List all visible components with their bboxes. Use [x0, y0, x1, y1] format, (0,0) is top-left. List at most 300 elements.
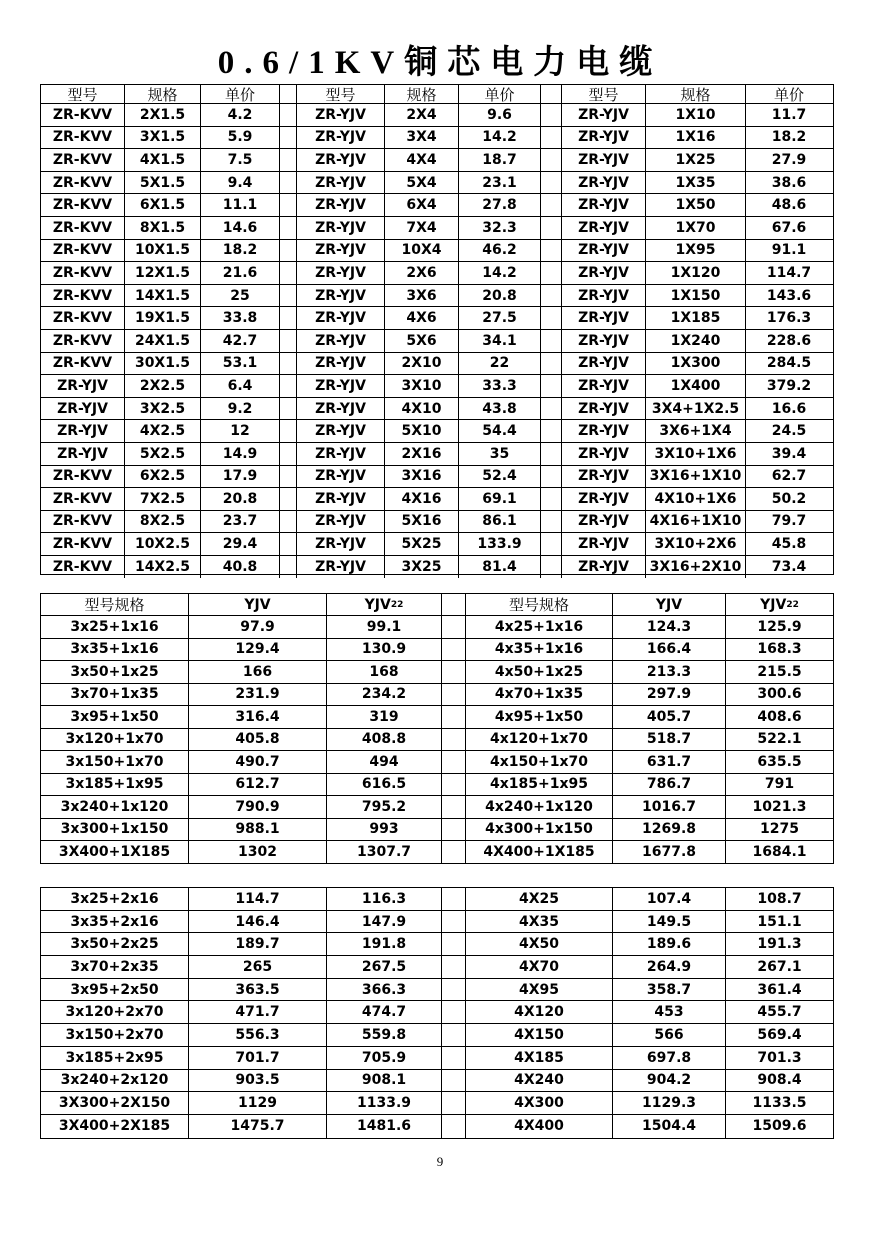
model-cell: ZR-KVV [41, 194, 125, 216]
yjv-price-cell: 1016.7 [613, 796, 726, 818]
model-cell: ZR-KVV [41, 511, 125, 533]
spec-cell: 1X35 [646, 172, 746, 194]
spec-cell: 30X1.5 [125, 353, 201, 375]
table-row [41, 240, 833, 263]
price-cell: 18.2 [771, 129, 807, 146]
table-row [41, 841, 833, 864]
header-price: 单价 [201, 85, 280, 103]
yjv22-price-cell: 361.4 [757, 981, 802, 998]
model-cell: ZR-KVV [41, 127, 125, 149]
yjv-price-cell: 631.7 [613, 751, 726, 773]
yjv-price-cell: 405.7 [613, 706, 726, 728]
price-cell: 284.5 [766, 355, 812, 372]
price-cell: 40.8 [201, 556, 280, 579]
yjv22-price-cell: 168 [327, 661, 442, 683]
price-cell: 7.5 [201, 149, 280, 171]
model-cell: ZR-YJV [41, 375, 125, 397]
price-cell: 33.3 [459, 375, 541, 397]
yjv22-price-cell: 908.4 [757, 1072, 802, 1089]
spec-cell: 4X150 [466, 1024, 613, 1046]
price-cell: 14.2 [459, 262, 541, 284]
yjv-price-cell: 166 [189, 661, 327, 683]
yjv-price-cell: 904.2 [613, 1070, 726, 1092]
column-gap [280, 511, 297, 533]
yjv-price-cell: 146.4 [189, 911, 327, 933]
header-price: 单价 [773, 85, 804, 103]
header-model: 型号 [297, 85, 385, 103]
yjv-price-cell: 701.7 [189, 1047, 327, 1069]
price-cell: 69.1 [459, 488, 541, 510]
model-cell: ZR-YJV [562, 104, 646, 126]
spec-cell: 3X6 [385, 285, 459, 307]
table-row [41, 511, 833, 534]
yjv22-price-cell: 474.7 [327, 1001, 442, 1023]
column-gap [541, 488, 562, 510]
price-cell: 29.4 [201, 533, 280, 555]
yjv-price-cell: 213.3 [613, 661, 726, 683]
price-cell: 18.7 [459, 149, 541, 171]
column-gap [442, 706, 466, 728]
spec-cell: 5X6 [385, 330, 459, 352]
header-price: 单价 [459, 85, 541, 103]
spec-cell: 1X50 [646, 194, 746, 216]
yjv22-price-cell: 300.6 [757, 686, 802, 703]
spec-cell: 3X4+1X2.5 [646, 398, 746, 420]
price-cell: 23.7 [201, 511, 280, 533]
model-cell: ZR-YJV [562, 533, 646, 555]
table-row [41, 330, 833, 353]
yjv-price-cell: 189.7 [189, 933, 327, 955]
column-gap [280, 149, 297, 171]
table-row [41, 533, 833, 556]
yjv-price-cell: 166.4 [613, 639, 726, 661]
model-cell: ZR-YJV [297, 488, 385, 510]
model-cell: ZR-KVV [41, 488, 125, 510]
spec-cell: 4X120 [466, 1001, 613, 1023]
yjv-price-cell: 1475.7 [189, 1115, 327, 1138]
table-row [41, 443, 833, 466]
header-yjv22 [327, 594, 442, 615]
price-cell: 143.6 [766, 287, 812, 304]
spec-cell: 1X150 [646, 285, 746, 307]
column-gap [442, 841, 466, 864]
table-row [41, 729, 833, 752]
header-yjv: YJV [613, 594, 726, 615]
yjv22-price-cell: 559.8 [327, 1024, 442, 1046]
spec-cell: 1X95 [646, 240, 746, 262]
yjv-price-cell: 358.7 [613, 979, 726, 1001]
model-cell: ZR-KVV [41, 104, 125, 126]
table-row [41, 466, 833, 489]
model-cell: ZR-YJV [562, 488, 646, 510]
price-cell: 14.9 [201, 443, 280, 465]
table-row [41, 149, 833, 172]
price-cell: 50.2 [771, 490, 807, 507]
table-row [41, 217, 833, 240]
price-table-single-core [40, 84, 834, 575]
price-cell: 27.9 [771, 151, 807, 168]
table-row [41, 796, 833, 819]
yjv22-price-cell: 635.5 [757, 753, 802, 770]
spec-cell: 4X16+1X10 [646, 511, 746, 533]
spec-cell: 14X2.5 [125, 556, 201, 579]
spec-cell: 2X2.5 [125, 375, 201, 397]
yjv-price-cell: 149.5 [613, 911, 726, 933]
column-gap [442, 1092, 466, 1114]
model-cell: ZR-YJV [297, 127, 385, 149]
table-row [41, 488, 833, 511]
model-cell: ZR-YJV [562, 511, 646, 533]
column-gap [541, 85, 562, 103]
column-gap [280, 217, 297, 239]
header-spec: 型号规格 [41, 594, 189, 615]
spec-cell: 1X25 [646, 149, 746, 171]
column-gap [442, 888, 466, 910]
price-cell: 12 [201, 420, 280, 442]
price-cell: 228.6 [766, 332, 812, 349]
yjv-price-cell: 697.8 [613, 1047, 726, 1069]
table-row [41, 194, 833, 217]
header-yjv22-subscript: 22 [786, 599, 799, 610]
spec-cell: 7X4 [385, 217, 459, 239]
header-spec: 规格 [646, 85, 746, 103]
spec-cell: 3X10 [385, 375, 459, 397]
yjv-price-cell: 988.1 [189, 819, 327, 841]
spec-cell: 4x25+1x16 [466, 616, 613, 638]
column-gap [541, 511, 562, 533]
spec-cell: 14X1.5 [125, 285, 201, 307]
price-cell: 133.9 [459, 533, 541, 555]
column-gap [541, 262, 562, 284]
yjv22-price-cell: 569.4 [757, 1026, 802, 1043]
table-row [41, 556, 833, 579]
spec-cell: 5X25 [385, 533, 459, 555]
model-cell: ZR-YJV [297, 307, 385, 329]
spec-cell: 3X2.5 [125, 398, 201, 420]
header-spec: 型号规格 [466, 594, 613, 615]
table-row [41, 1070, 833, 1093]
yjv22-price-cell: 234.2 [327, 684, 442, 706]
yjv-price-cell: 1269.8 [613, 819, 726, 841]
spec-cell: 4x50+1x25 [466, 661, 613, 683]
yjv22-price-cell: 993 [327, 819, 442, 841]
yjv22-price-cell: 908.1 [327, 1070, 442, 1092]
table-row [41, 307, 833, 330]
yjv22-price-cell: 130.9 [327, 639, 442, 661]
page-number: 9 [436, 1154, 444, 1169]
spec-cell: 4X70 [466, 956, 613, 978]
price-cell: 379.2 [766, 377, 812, 394]
model-cell: ZR-YJV [41, 420, 125, 442]
column-gap [442, 684, 466, 706]
price-cell: 5.9 [201, 127, 280, 149]
spec-cell: 5X16 [385, 511, 459, 533]
spec-cell: 1X16 [646, 127, 746, 149]
model-cell: ZR-YJV [562, 149, 646, 171]
spec-cell: 4X400+1X185 [466, 841, 613, 864]
table-row [41, 262, 833, 285]
model-cell: ZR-YJV [562, 330, 646, 352]
price-cell: 53.1 [201, 353, 280, 375]
column-gap [442, 594, 466, 615]
column-gap [280, 330, 297, 352]
model-cell: ZR-YJV [297, 443, 385, 465]
header-spec: 规格 [385, 85, 459, 103]
spec-cell: 3x35+1x16 [41, 639, 189, 661]
model-cell: ZR-KVV [41, 533, 125, 555]
price-cell: 62.7 [771, 468, 807, 485]
model-cell: ZR-YJV [297, 240, 385, 262]
header-model: 型号 [41, 85, 125, 103]
yjv22-price-cell: 795.2 [327, 796, 442, 818]
price-table-yjv-4core [40, 593, 834, 864]
price-cell: 20.8 [459, 285, 541, 307]
yjv22-price-cell: 366.3 [327, 979, 442, 1001]
spec-cell: 4X10+1X6 [646, 488, 746, 510]
model-cell: ZR-KVV [41, 285, 125, 307]
spec-cell: 1X185 [646, 307, 746, 329]
price-cell: 4.2 [201, 104, 280, 126]
column-gap [442, 774, 466, 796]
price-cell: 39.4 [771, 445, 807, 462]
table-row [41, 751, 833, 774]
table-row [41, 285, 833, 308]
spec-cell: 4x240+1x120 [466, 796, 613, 818]
spec-cell: 5X1.5 [125, 172, 201, 194]
column-gap [541, 217, 562, 239]
yjv22-price-cell: 151.1 [757, 913, 802, 930]
model-cell: ZR-KVV [41, 556, 125, 579]
model-cell: ZR-YJV [297, 330, 385, 352]
model-cell: ZR-YJV [562, 443, 646, 465]
spec-cell: 3x25+1x16 [41, 616, 189, 638]
yjv22-price-cell: 791 [764, 776, 795, 793]
table-row [41, 706, 833, 729]
model-cell: ZR-YJV [562, 285, 646, 307]
spec-cell: 3X4 [385, 127, 459, 149]
spec-cell: 3x240+1x120 [41, 796, 189, 818]
table-row [41, 979, 833, 1002]
spec-cell: 4X4 [385, 149, 459, 171]
column-gap [442, 661, 466, 683]
table-row [41, 774, 833, 797]
yjv22-price-cell: 108.7 [757, 890, 802, 907]
column-gap [280, 307, 297, 329]
column-gap [442, 979, 466, 1001]
price-cell: 43.8 [459, 398, 541, 420]
yjv-price-cell: 490.7 [189, 751, 327, 773]
price-cell: 21.6 [201, 262, 280, 284]
table-row [41, 398, 833, 421]
yjv-price-cell: 316.4 [189, 706, 327, 728]
header-yjv: YJV [189, 594, 327, 615]
model-cell: ZR-YJV [297, 420, 385, 442]
model-cell: ZR-YJV [562, 127, 646, 149]
model-cell: ZR-YJV [562, 375, 646, 397]
yjv22-price-cell: 1133.9 [327, 1092, 442, 1114]
spec-cell: 3X1.5 [125, 127, 201, 149]
price-cell: 48.6 [771, 197, 807, 214]
column-gap [280, 466, 297, 488]
price-cell: 67.6 [771, 219, 807, 236]
spec-cell: 3X16+1X10 [646, 466, 746, 488]
column-gap [442, 796, 466, 818]
yjv22-price-cell: 1481.6 [327, 1115, 442, 1138]
price-cell: 9.2 [201, 398, 280, 420]
model-cell: ZR-KVV [41, 149, 125, 171]
header-yjv22-subscript: 22 [390, 599, 404, 610]
spec-cell: 1X120 [646, 262, 746, 284]
price-cell: 9.6 [459, 104, 541, 126]
column-gap [541, 104, 562, 126]
yjv22-price-cell: 267.5 [327, 956, 442, 978]
yjv22-price-cell: 455.7 [757, 1004, 802, 1021]
yjv-price-cell: 124.3 [613, 616, 726, 638]
column-gap [280, 398, 297, 420]
model-cell: ZR-YJV [562, 240, 646, 262]
column-gap [442, 933, 466, 955]
column-gap [280, 420, 297, 442]
column-gap [442, 911, 466, 933]
table-row [41, 956, 833, 979]
spec-cell: 4X6 [385, 307, 459, 329]
spec-cell: 7X2.5 [125, 488, 201, 510]
spec-cell: 3x25+2x16 [41, 888, 189, 910]
spec-cell: 3x300+1x150 [41, 819, 189, 841]
price-cell: 34.1 [459, 330, 541, 352]
table-row [41, 819, 833, 842]
column-gap [541, 149, 562, 171]
price-cell: 20.8 [201, 488, 280, 510]
spec-cell: 3x95+1x50 [41, 706, 189, 728]
spec-cell: 3X25 [385, 556, 459, 579]
column-gap [442, 1047, 466, 1069]
spec-cell: 3X10+1X6 [646, 443, 746, 465]
column-gap [280, 353, 297, 375]
spec-cell: 6X1.5 [125, 194, 201, 216]
model-cell: ZR-KVV [41, 353, 125, 375]
yjv22-price-cell: 125.9 [757, 618, 802, 635]
model-cell: ZR-YJV [562, 466, 646, 488]
yjv-price-cell: 231.9 [189, 684, 327, 706]
spec-cell: 3X6+1X4 [646, 420, 746, 442]
page-title: 0.6/1KV铜芯电力电缆 [217, 45, 663, 81]
header-yjv22-label: YJV [760, 596, 787, 613]
spec-cell: 4X1.5 [125, 149, 201, 171]
spec-cell: 3x120+1x70 [41, 729, 189, 751]
model-cell: ZR-KVV [41, 262, 125, 284]
spec-cell: 12X1.5 [125, 262, 201, 284]
yjv22-price-cell: 191.3 [757, 936, 802, 953]
model-cell: ZR-KVV [41, 307, 125, 329]
spec-cell: 4X185 [466, 1047, 613, 1069]
price-cell: 9.4 [201, 172, 280, 194]
yjv22-price-cell: 168.3 [757, 641, 802, 658]
yjv22-price-cell: 1133.5 [752, 1095, 807, 1112]
spec-cell: 2X16 [385, 443, 459, 465]
spec-cell: 5X10 [385, 420, 459, 442]
column-gap [541, 194, 562, 216]
model-cell: ZR-YJV [41, 398, 125, 420]
price-cell: 54.4 [459, 420, 541, 442]
yjv-price-cell: 363.5 [189, 979, 327, 1001]
column-gap [541, 307, 562, 329]
column-gap [280, 194, 297, 216]
spec-cell: 5X2.5 [125, 443, 201, 465]
column-gap [442, 819, 466, 841]
price-cell: 24.5 [771, 423, 807, 440]
spec-cell: 4x35+1x16 [466, 639, 613, 661]
spec-cell: 3x95+2x50 [41, 979, 189, 1001]
model-cell: ZR-YJV [297, 172, 385, 194]
table-row [41, 375, 833, 398]
table-row [41, 1115, 833, 1138]
table-row [41, 1001, 833, 1024]
model-cell: ZR-YJV [297, 217, 385, 239]
column-gap [541, 556, 562, 579]
header-model: 型号 [562, 85, 646, 103]
spec-cell: 4X25 [466, 888, 613, 910]
spec-cell: 1X10 [646, 104, 746, 126]
yjv22-price-cell: 408.6 [757, 708, 802, 725]
yjv-price-cell: 786.7 [613, 774, 726, 796]
yjv-price-cell: 566 [613, 1024, 726, 1046]
spec-cell: 4X10 [385, 398, 459, 420]
spec-cell: 4x70+1x35 [466, 684, 613, 706]
yjv-price-cell: 518.7 [613, 729, 726, 751]
model-cell: ZR-YJV [41, 443, 125, 465]
table-row [41, 933, 833, 956]
column-gap [541, 240, 562, 262]
model-cell: ZR-YJV [297, 353, 385, 375]
spec-cell: 10X1.5 [125, 240, 201, 262]
column-gap [280, 285, 297, 307]
column-gap [280, 262, 297, 284]
yjv-price-cell: 1129 [189, 1092, 327, 1114]
price-cell: 33.8 [201, 307, 280, 329]
spec-cell: 8X1.5 [125, 217, 201, 239]
column-gap [541, 330, 562, 352]
model-cell: ZR-YJV [562, 353, 646, 375]
spec-cell: 4x185+1x95 [466, 774, 613, 796]
column-gap [280, 443, 297, 465]
spec-cell: 3x50+1x25 [41, 661, 189, 683]
yjv22-price-cell: 116.3 [327, 888, 442, 910]
yjv-price-cell: 1504.4 [613, 1115, 726, 1138]
yjv-price-cell: 129.4 [189, 639, 327, 661]
yjv-price-cell: 265 [189, 956, 327, 978]
price-cell: 14.6 [201, 217, 280, 239]
spec-cell: 1X400 [646, 375, 746, 397]
yjv22-price-cell: 494 [327, 751, 442, 773]
column-gap [541, 443, 562, 465]
column-gap [541, 533, 562, 555]
price-cell: 32.3 [459, 217, 541, 239]
yjv22-price-cell: 147.9 [327, 911, 442, 933]
spec-cell: 3X16+2X10 [646, 556, 746, 579]
spec-cell: 3X10+2X6 [646, 533, 746, 555]
table-header-row [41, 85, 833, 104]
yjv22-price-cell: 215.5 [757, 663, 802, 680]
table-row [41, 616, 833, 639]
model-cell: ZR-KVV [41, 466, 125, 488]
yjv22-price-cell: 408.8 [327, 729, 442, 751]
yjv-price-cell: 1129.3 [613, 1092, 726, 1114]
spec-cell: 4x120+1x70 [466, 729, 613, 751]
price-cell: 42.7 [201, 330, 280, 352]
column-gap [442, 1001, 466, 1023]
model-cell: ZR-KVV [41, 172, 125, 194]
